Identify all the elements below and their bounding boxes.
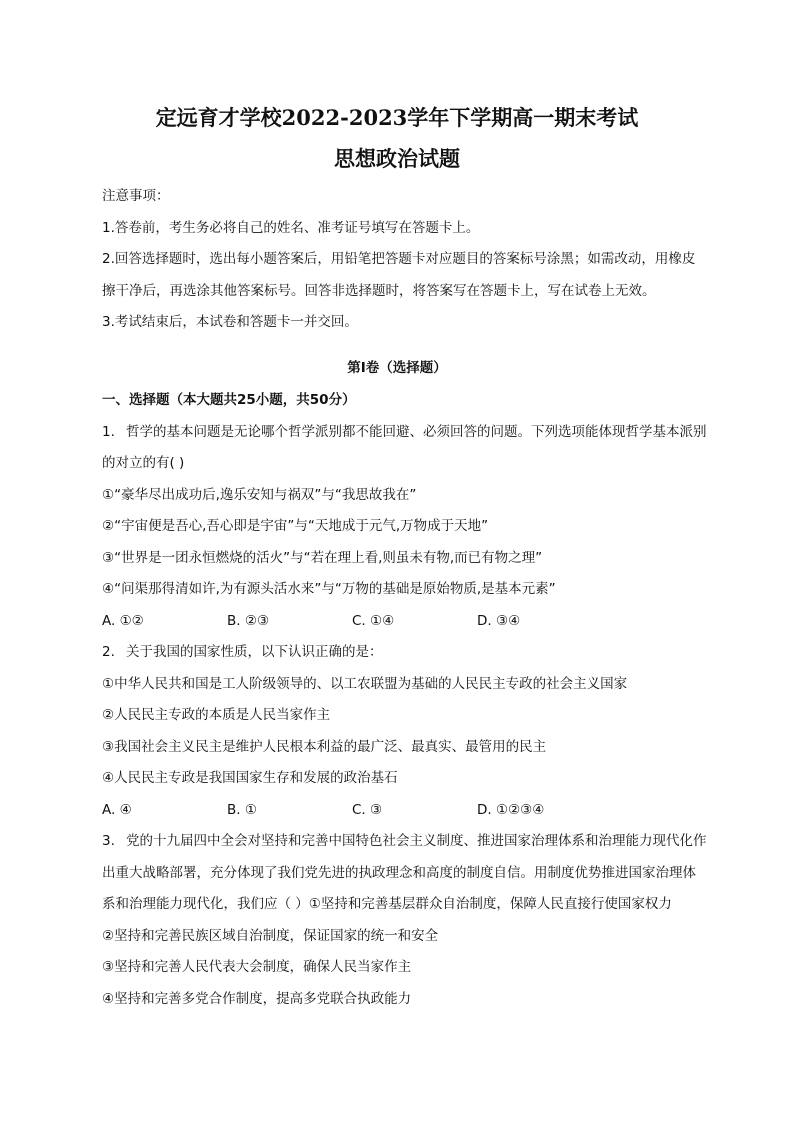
question-stem [102, 637, 722, 669]
question-number: 2. [102, 644, 115, 660]
question-3 [102, 826, 722, 1015]
question-number: 3. [102, 833, 115, 849]
statement: ④坚持和完善多党合作制度，提高多党联合执政能力 [102, 990, 412, 1007]
statement: ②“宇宙便是吾心,吾心即是宇宙”与“天地成于元气,万物成于天地” [102, 518, 489, 534]
question-stem-cont: 的对立的有( ) [102, 455, 185, 471]
option-d: D. ③④ [477, 612, 521, 629]
notice-item: 1.答卷前，考生务必将自己的姓名、准考证号填写在答题卡上。 [102, 219, 480, 236]
option-c: C. ③ [352, 801, 383, 818]
statement: ①中华人民共和国是工人阶级领导的、以工农联盟为基础的人民民主专政的社会主义国家 [102, 675, 628, 692]
statement: ③“世界是一团永恒燃烧的活火”与“若在理上看,则虽未有物,而已有物之理” [102, 549, 543, 566]
question-stem-text: 党的十九届四中全会对坚持和完善中国特色社会主义制度、推进国家治理体系和治理能力现代化作 [126, 833, 707, 849]
statement: ④人民民主专政是我国国家生存和发展的政治基石 [102, 770, 398, 786]
statement: ③坚持和完善人民代表大会制度，确保人民当家作主 [102, 959, 412, 975]
option-d: D. ①②③④ [477, 801, 545, 818]
notice-block [102, 181, 702, 339]
notice-item: 3.考试结束后，本试卷和答题卡一并交回。 [102, 314, 358, 330]
section-title: 第Ⅰ卷（选择题） [347, 360, 447, 376]
statement: ③我国社会主义民主是维护人民根本利益的最广泛、最真实、最管用的民主 [102, 738, 547, 755]
statement: ①“豪华尽出成功后,逸乐安知与祸双”与“我思故我在” [102, 486, 417, 503]
questions-area [102, 385, 722, 1015]
question-stem-cont: 系和治理能力现代化，我们应（ ）①坚持和完善基层群众自治制度，保障人民直接行使国家权力 [102, 896, 672, 912]
option-a: A. ④ [102, 801, 132, 818]
option-b: B. ②③ [227, 612, 270, 629]
statement: ②坚持和完善民族区域自治制度，保证国家的统一和安全 [102, 927, 439, 944]
answer-options [102, 795, 722, 827]
question-stem [102, 826, 722, 858]
option-a: A. ①② [102, 612, 144, 629]
exam-subject-title: 思想政治试题 [334, 146, 460, 171]
question-number: 1. [102, 423, 115, 440]
question-1 [102, 417, 722, 638]
question-stem [102, 417, 722, 449]
question-stem-text: 关于我国的国家性质，以下认识正确的是： [126, 644, 383, 660]
notice-item: 2.回答选择题时，选出每小题答案后，用铅笔把答题卡对应题目的答案标号涂黑；如需改动，用橡皮 [102, 251, 696, 267]
question-2 [102, 637, 722, 826]
question-stem-cont: 出重大战略部署，充分体现了我们党先进的执政理念和高度的制度自信。用制度优势推进国家治理体 [102, 864, 696, 881]
option-c: C. ①④ [352, 612, 395, 629]
part-heading: 一、选择题（本大题共25小题，共50分） [102, 392, 356, 408]
statement: ④“问渠那得清如许,为有源头活水来”与“万物的基础是原始物质,是基本元素” [102, 581, 556, 597]
exam-title: 定远育才学校2022-2023学年下学期高一期末考试 [155, 105, 639, 130]
answer-options [102, 606, 722, 638]
statement: ②人民民主专政的本质是人民当家作主 [102, 707, 331, 723]
notice-item: 擦干净后，再选涂其他答案标号。回答非选择题时，将答案写在答题卡上，写在试卷上无效。 [102, 282, 656, 299]
notice-heading: 注意事项： [102, 188, 170, 204]
option-b: B. ① [227, 801, 257, 818]
question-stem-text: 哲学的基本问题是无论哪个哲学派别都不能回避、必须回答的问题。下列选项能体现哲学基本派别 [126, 423, 707, 440]
